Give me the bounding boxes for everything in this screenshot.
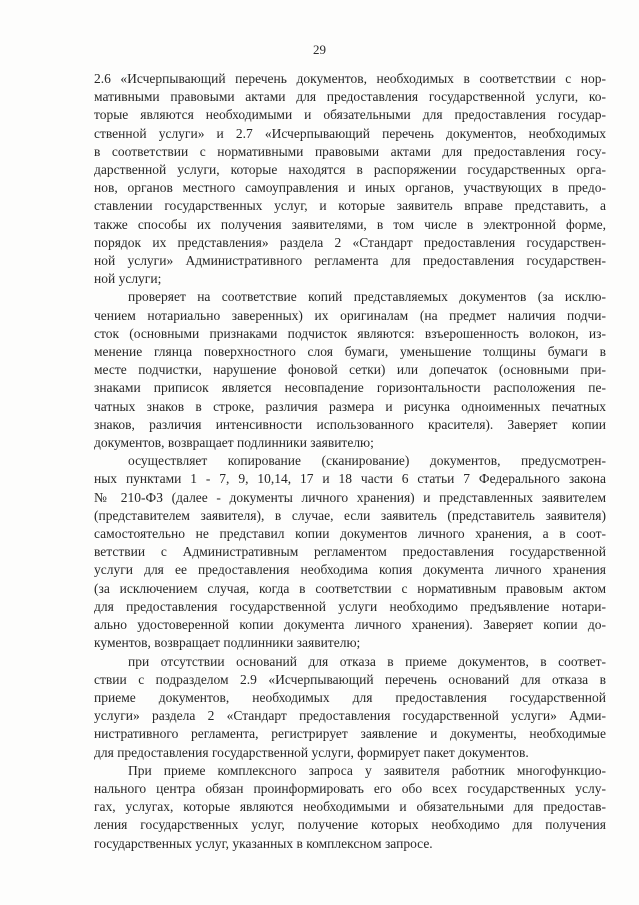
paragraph-2-line-2: чением нотариально заверенных) их оригиналам (на предмет наличия подчи- [94, 307, 606, 323]
paragraph-3-line-11: кументов, возвращает подлинники заявителю; [94, 635, 361, 651]
paragraph-2-line-4: менение глянца поверхностного слоя бумаги, уменьшение толщины бумаги в [94, 344, 606, 360]
paragraph-3-line-5: самостоятельно не представил копии документов личного хранения, а в соот- [94, 526, 606, 542]
paragraph-1-line-5: в соответствии с нормативными правовыми актами для предоставления госу- [94, 143, 606, 159]
paragraph-4-line-5: нистративного регламента, регистрирует заявление и документы, необходимые [94, 726, 606, 742]
paragraph-5 [94, 762, 606, 853]
paragraph-3-line-9: для предоставления государственной услуги необходимо предъявление нотари- [94, 598, 606, 614]
paragraph-1 [94, 70, 606, 288]
paragraph-2-line-6: знаками приписок является несовпадение горизонтальности расположения пе- [94, 380, 606, 396]
paragraph-1-line-12: ной услуги; [94, 271, 162, 287]
paragraph-3-line-3: № 210-ФЗ (далее - документы личного хранения) и представленных заявителем [94, 489, 606, 505]
paragraph-5-line-2: нального центра обязан проинформировать его обо всех государственных услу- [94, 780, 606, 796]
paragraph-2-line-8: знаков, различия интенсивности использованного красителя). Заверяет копии [94, 416, 606, 432]
paragraph-2-line-1: проверяет на соответствие копий представляемых документов (за исклю- [128, 289, 606, 305]
paragraph-1-line-3: торые являются необходимыми и обязательными для предоставления государ- [94, 107, 606, 123]
paragraph-3-line-4: (представителем заявителя), в случае, если заявитель (представитель заявителя) [94, 507, 606, 523]
paragraph-1-line-8: ставлении государственных услуг, и которые заявитель вправе представить, а [94, 198, 606, 214]
paragraph-1-line-10: порядок их представления» раздела 2 «Стандарт предоставления государствен- [94, 234, 606, 250]
paragraph-2-line-3: сток (основными признаками подчисток являются: взъерошенность волокон, из- [94, 325, 606, 341]
paragraph-3-line-1: осуществляет копирование (сканирование) документов, предусмотрен- [128, 453, 606, 469]
paragraph-3-line-2: ных пунктами 1 - 7, 9, 10,14, 17 и 18 части 6 статьи 7 Федерального закона [94, 471, 606, 487]
paragraph-1-line-11: ной услуги» Административного регламента для предоставления государствен- [94, 253, 606, 269]
paragraph-5-line-3: гах, услугах, которые являются необходимыми и обязательными для предостав- [94, 799, 606, 815]
paragraph-4-line-1: при отсутствии оснований для отказа в приеме документов, в соответ- [128, 653, 606, 669]
paragraph-2-line-7: чатных знаков в строке, различия размера и рисунка одноименных печатных [94, 398, 606, 414]
paragraph-5-line-1: При приеме комплексного запроса у заявителя работник многофункцио- [128, 762, 606, 778]
paragraph-1-line-4: ственной услуги» и 2.7 «Исчерпывающий перечень документов, необходимых [94, 125, 606, 141]
paragraph-5-line-5: государственных услуг, указанных в комплексном запросе. [94, 835, 433, 851]
paragraph-3-line-10: ально удостоверенной копии документа личного хранения). Заверяет копии до- [94, 617, 606, 633]
paragraph-3-line-8: (за исключением случая, когда в соответствии с нормативным правовым актом [94, 580, 606, 596]
paragraph-3-line-6: ветствии с Административным регламентом предоставления государственной [94, 544, 606, 560]
paragraph-3 [94, 452, 606, 652]
paragraph-4-line-3: приеме документов, необходимых для предоставления государственной [94, 689, 606, 705]
paragraph-2-line-5: месте подчистки, нарушение фоновой сетки) или допечаток (основными при- [94, 362, 606, 378]
page-number: 29 [313, 42, 326, 57]
paragraph-1-line-2: мативными правовыми актами для предоставления государственной услуги, ко- [94, 89, 606, 105]
paragraph-4-line-2: ствии с подразделом 2.9 «Исчерпывающий перечень оснований для отказа в [94, 671, 606, 687]
paragraph-2-line-9: документов, возвращает подлинники заявителю; [94, 435, 374, 451]
paragraph-1-line-6: дарственной услуги, которые находятся в распоряжении государственных орга- [94, 162, 606, 178]
paragraph-1-line-7: нов, органов местного самоуправления и иных органов, участвующих в предо- [94, 180, 606, 196]
paragraph-3-line-7: услуги для ее предоставления необходима копия документа личного хранения [94, 562, 606, 578]
paragraph-4 [94, 653, 606, 762]
paragraph-2 [94, 288, 606, 452]
document-body [94, 70, 606, 853]
paragraph-4-line-6: для предоставления государственной услуги, формирует пакет документов. [94, 744, 529, 760]
paragraph-1-line-1: 2.6 «Исчерпывающий перечень документов, необходимых в соответствии с нор- [94, 71, 606, 86]
paragraph-1-line-9: также способы их получения заявителями, в том числе в электронной форме, [94, 216, 606, 232]
paragraph-4-line-4: услуги» раздела 2 «Стандарт предоставления государственной услуги» Адми- [94, 708, 606, 724]
paragraph-5-line-4: ления государственных услуг, получение которых необходимо для получения [94, 817, 606, 833]
